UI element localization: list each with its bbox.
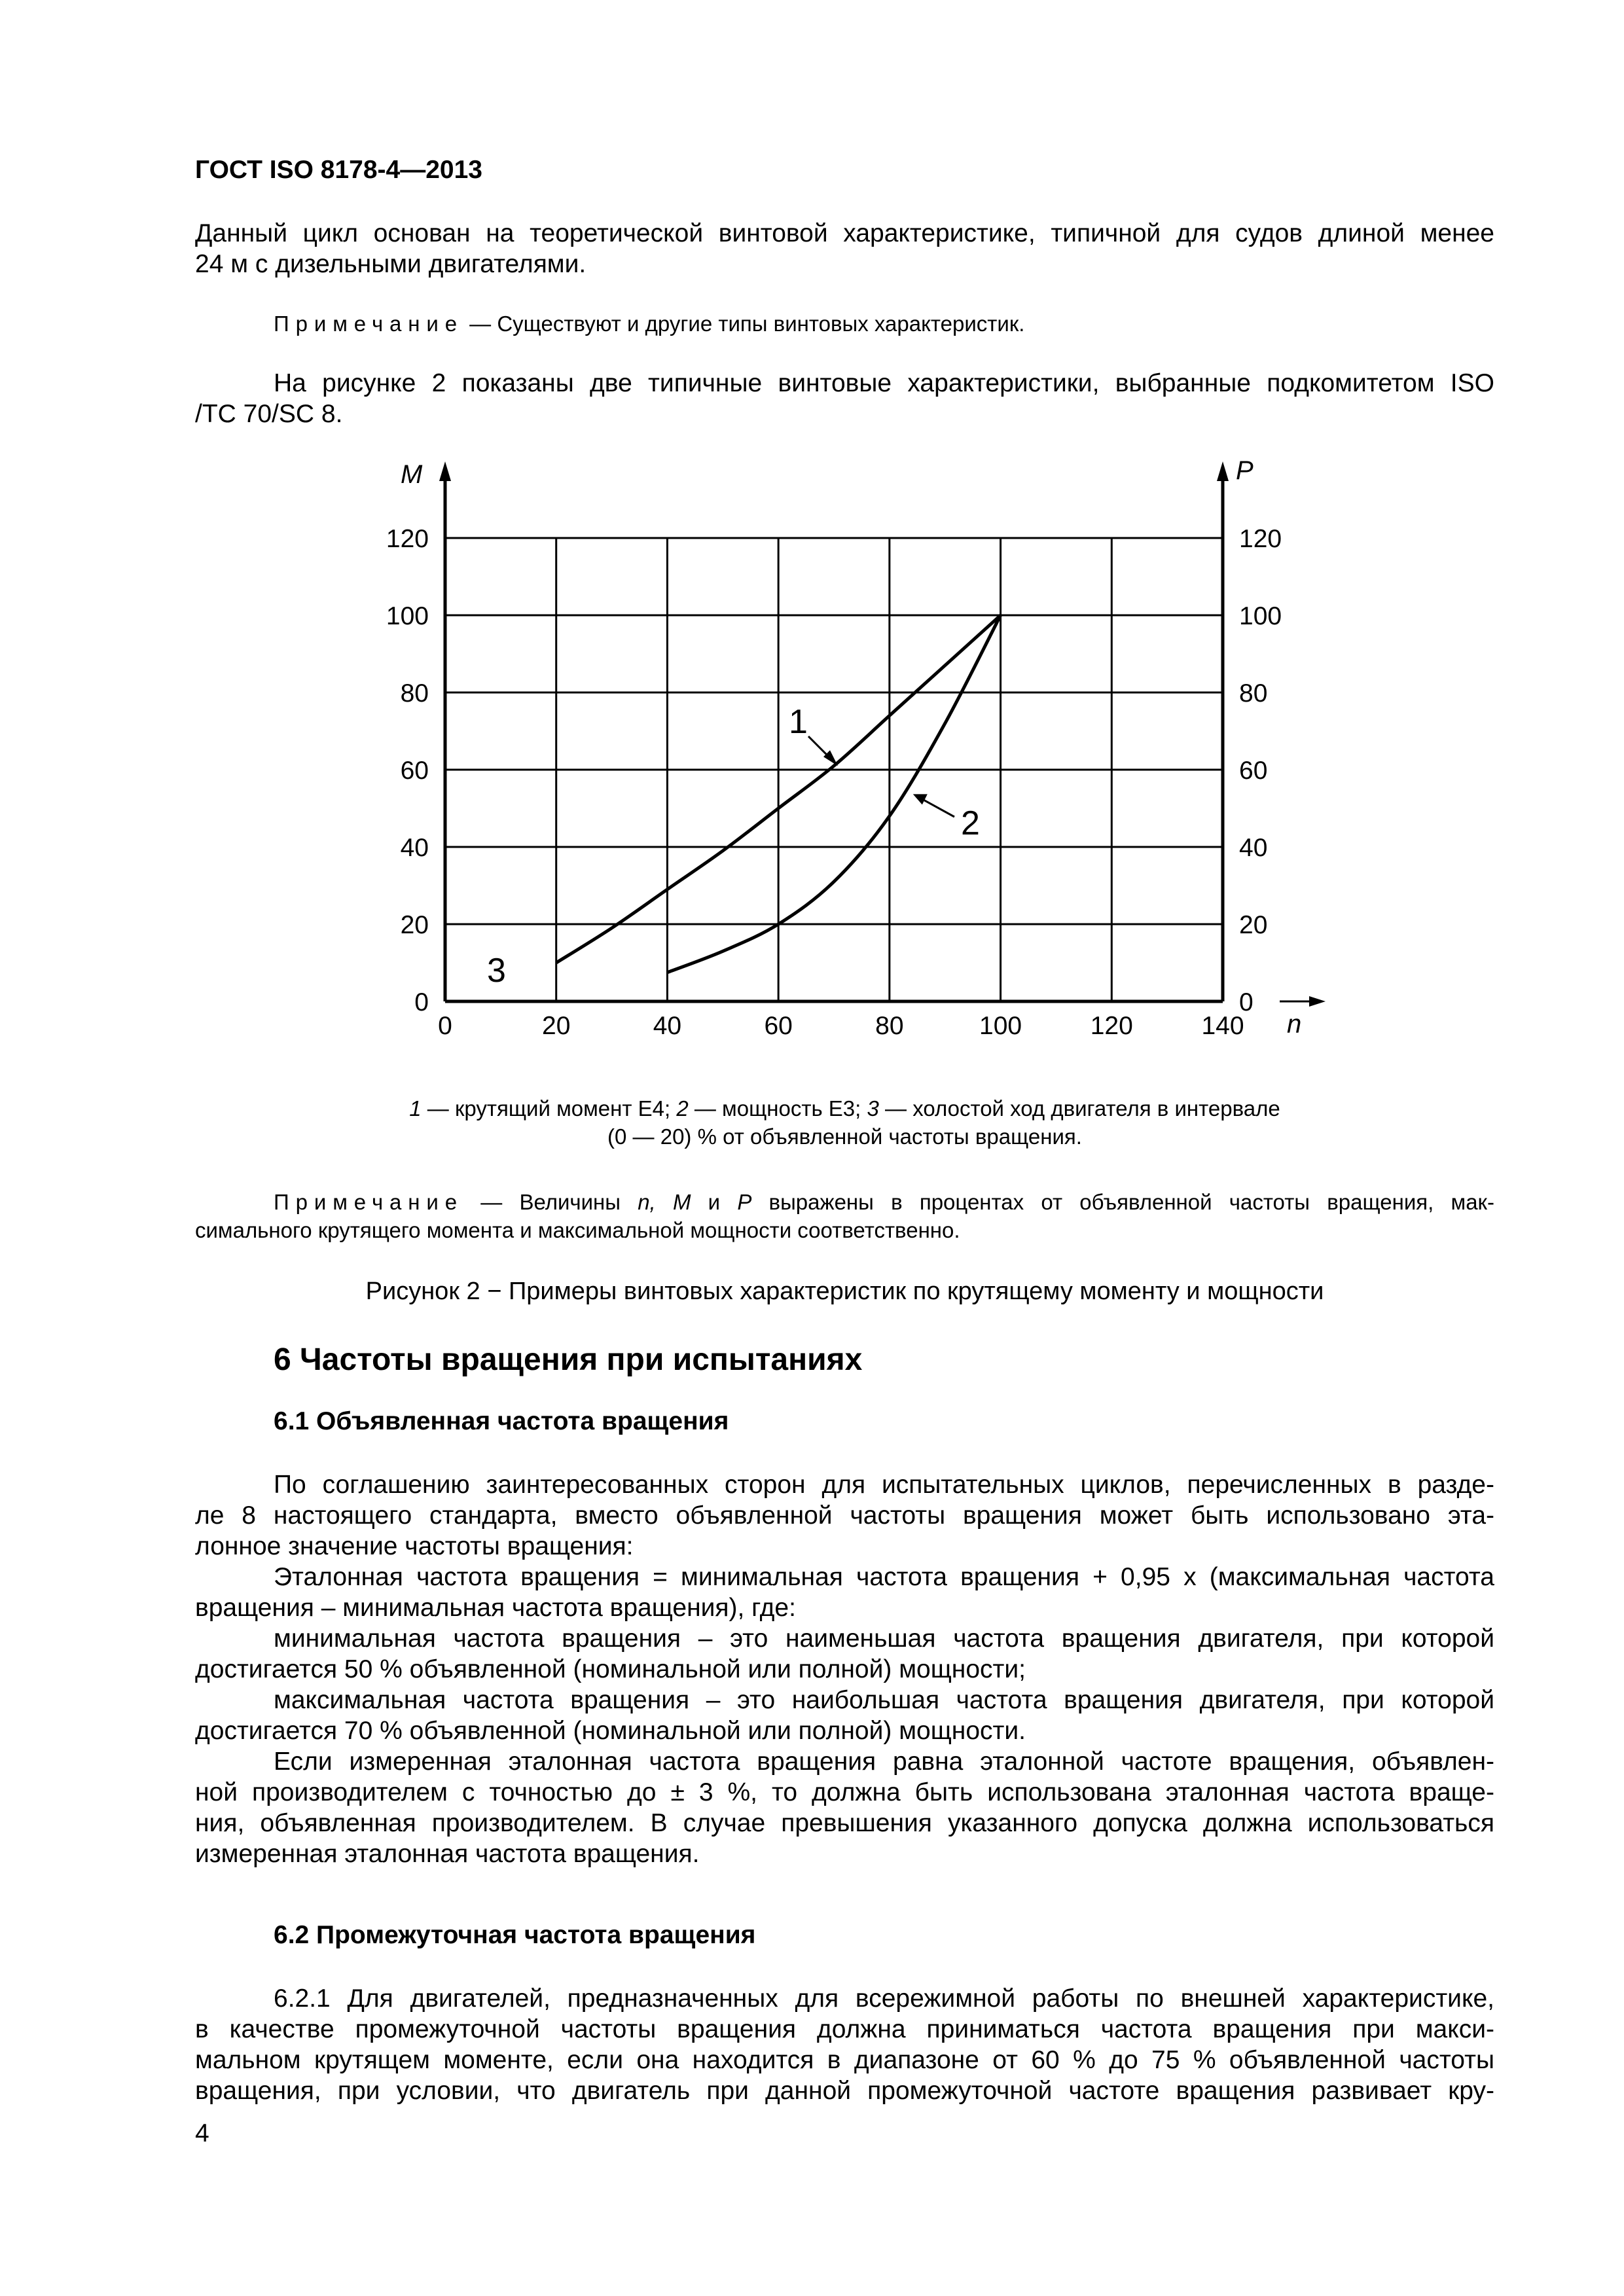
s61-line: измеренная эталонная частота вращения. [195, 1840, 700, 1868]
legend-key-2: 2 [676, 1096, 689, 1121]
x-tick-label: 100 [979, 1012, 1022, 1040]
s61-line: По соглашению заинтересованных сторон для испытательных циклов, перечисленных в разде- [274, 1471, 1494, 1499]
note-1-label: Примечание [274, 312, 464, 336]
note-2-line-1 [195, 1188, 1494, 1216]
legend-key-3: 3 [867, 1096, 879, 1121]
note-2-var-p: P [737, 1190, 752, 1214]
section-6-title: 6 Частоты вращения при испытаниях [274, 1342, 863, 1377]
s61-line: ной производителем с точностью до ± 3 %, то должна быть использована эталонная частота враще- [195, 1778, 1494, 1806]
curve-label-1: 1 [789, 703, 808, 741]
s61-line: Эталонная частота вращения = минимальная частота вращения + 0,95 х (максимальная частота [274, 1563, 1494, 1591]
intro-line-1: Данный цикл основан на теоретической винтовой характеристике, типичной для судов длиной менее [195, 219, 1494, 247]
curve-label-2-arrowhead [913, 794, 928, 804]
propeller-characteristic-chart [0, 0, 1624, 1113]
y-tick-label-right: 60 [1239, 757, 1268, 785]
y-tick-label-right: 120 [1239, 525, 1282, 553]
s62-line: 6.2.1 Для двигателей, предназначенных для всережимной работы по внешней характеристике, [274, 1984, 1494, 2013]
left-axis-label: M [401, 460, 423, 489]
y-tick-label-left: 80 [400, 679, 429, 708]
note-2-label: Примечание [274, 1190, 464, 1214]
chart-grid [445, 538, 1223, 1001]
note-1-text: — Существуют и другие типы винтовых характеристик. [463, 312, 1025, 336]
y-tick-label-left: 40 [400, 834, 429, 862]
chart-axes [401, 456, 1326, 1039]
s61-line: вращения – минимальная частота вращения), где: [195, 1594, 796, 1622]
figure-legend [195, 1094, 1494, 1151]
note-2-text-a: — Величины [463, 1190, 638, 1214]
legend-text-2: — мощность E3; [688, 1096, 867, 1121]
x-tick-label: 60 [764, 1012, 793, 1040]
y-tick-label-left: 0 [414, 988, 429, 1016]
s61-line: Если измеренная эталонная частота вращения равна эталонной частоте вращения, объявлен- [274, 1748, 1494, 1776]
legend-text-3: — холостой ход двигателя в интервале [878, 1096, 1280, 1121]
y-tick-label-right: 100 [1239, 602, 1282, 630]
s61-line: минимальная частота вращения – это наименьшая частота вращения двигателя, при которой [274, 1624, 1494, 1653]
figure-intro-line-1: На рисунке 2 показаны две типичные винтовые характеристики, выбранные подкомитетом ISO [274, 369, 1494, 397]
page-number: 4 [195, 2119, 209, 2147]
x-tick-label: 80 [875, 1012, 904, 1040]
region-label-3: 3 [487, 952, 506, 990]
right-axis-arrow [1217, 461, 1229, 481]
s61-line: ле 8 настоящего стандарта, вместо объявленной частоты вращения может быть использовано эта- [195, 1501, 1494, 1530]
figure-intro-line-2: /TC 70/SC 8. [195, 400, 343, 428]
x-tick-label: 140 [1201, 1012, 1244, 1040]
y-tick-label-right: 80 [1239, 679, 1268, 708]
document-header: ГОСТ ISO 8178-4—2013 [195, 156, 482, 184]
section-6-1-body [195, 1469, 1494, 1869]
note-2-var-nm: n, M [638, 1190, 691, 1214]
y-tick-label-left: 120 [386, 525, 429, 553]
figure-caption: Рисунок 2 − Примеры винтовых характеристик по крутящему моменту и мощности [365, 1278, 1324, 1305]
s61-line: лонное значение частоты вращения: [195, 1532, 634, 1560]
section-6-1-title: 6.1 Объявленная частота вращения [274, 1407, 729, 1435]
s61-line: достигается 70 % объявленной (номинальной или полной) мощности. [195, 1717, 1026, 1745]
y-tick-label-right: 0 [1239, 988, 1254, 1016]
x-axis-label: n [1287, 1010, 1302, 1039]
figure-legend-line-2: (0 — 20) % от объявленной частоты вращения. [607, 1124, 1082, 1149]
figure-legend-line-1 [195, 1094, 1494, 1122]
s62-line: в качестве промежуточной частоты вращения должна приниматься частота вращения при макси- [195, 2015, 1494, 2043]
legend-text-1: — крутящий момент E4; [421, 1096, 677, 1121]
y-tick-label-left: 60 [400, 757, 429, 785]
x-tick-label: 120 [1090, 1012, 1133, 1040]
y-tick-label-right: 40 [1239, 834, 1268, 862]
x-tick-label: 20 [542, 1012, 571, 1040]
note-2-text-c: выражены в процентах от объявленной частоты вращения, мак- [751, 1190, 1494, 1214]
intro-line-2: 24 м с дизельными двигателями. [195, 250, 586, 278]
section-6-2-title: 6.2 Промежуточная частота вращения [274, 1921, 756, 1949]
y-tick-label-right: 20 [1239, 911, 1268, 939]
s61-line: ния, объявленная производителем. В случае превышения указанного допуска должна использоваться [195, 1809, 1494, 1837]
note-2 [195, 1188, 1494, 1244]
x-tick-label: 0 [438, 1012, 452, 1040]
curve-label-2: 2 [961, 804, 980, 842]
series-line-2 [667, 615, 1000, 973]
s62-line: вращения, при условии, что двигатель при данной промежуточной частоте вращения развивает кру- [195, 2077, 1494, 2105]
right-axis-label: P [1236, 456, 1254, 485]
s62-line: мальном крутящем моменте, если она находится в диапазоне от 60 % до 75 % объявленной частоты [195, 2046, 1494, 2074]
note-2-text-b: и [691, 1190, 738, 1214]
s61-line: максимальная частота вращения – это наибольшая частота вращения двигателя, при которой [274, 1686, 1494, 1714]
y-tick-label-left: 100 [386, 602, 429, 630]
note-2-line-2: симального крутящего момента и максимальной мощности соответственно. [195, 1218, 960, 1242]
chart-ticks [386, 525, 1282, 1040]
x-tick-label: 40 [653, 1012, 682, 1040]
left-axis-arrow [439, 461, 451, 481]
y-tick-label-left: 20 [400, 911, 429, 939]
n-axis-arrow [1309, 996, 1326, 1007]
s61-line: достигается 50 % объявленной (номинальной или полной) мощности; [195, 1655, 1026, 1683]
section-6-2-body [195, 1983, 1494, 2106]
legend-key-1: 1 [409, 1096, 422, 1121]
